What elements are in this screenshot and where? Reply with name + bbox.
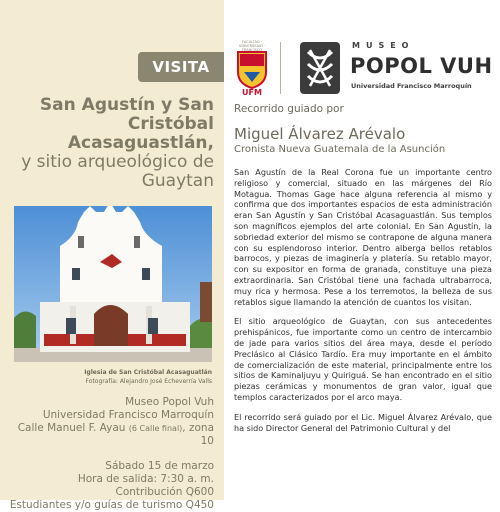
address-main: Calle Manuel F. Ayau xyxy=(17,422,126,434)
contribution: Contribución Q600 xyxy=(115,486,214,498)
subtitle-line-1: y sitio arqueológico de xyxy=(21,152,214,172)
photo-caption xyxy=(14,368,212,386)
visita-tab: VISITA xyxy=(138,52,224,82)
students-price: Estudiantes y/o guías de turismo Q450 xyxy=(9,499,214,511)
church-illustration xyxy=(14,206,212,362)
event-info xyxy=(8,396,214,512)
caption-title: Iglesia de San Cristóbal Acasaguatlán xyxy=(84,369,212,376)
left-panel xyxy=(0,0,224,511)
event-date: Sábado 15 de marzo xyxy=(105,460,214,472)
university-name: Universidad Francisco Marroquín xyxy=(42,409,214,421)
title-line-2: Cristóbal xyxy=(127,114,214,134)
venue-name: Museo Popol Vuh xyxy=(125,396,214,408)
address-note: (6 Calle final) xyxy=(128,424,183,433)
ufm-small-text: FACULTAD · UNIVERSIDAD · FRANCISCO xyxy=(238,40,266,52)
paragraph-guide: El recorrido será guiado por el Lic. Miguel Álvarez Arévalo, que ha sido Director General del Patrimonio Cultural y del xyxy=(234,411,492,433)
event-title xyxy=(8,96,214,191)
logo-divider xyxy=(280,42,281,94)
title-line-1: San Agustín y San xyxy=(39,95,214,115)
ufm-shield-icon xyxy=(234,44,270,90)
museum-university-label: Universidad Francisco Marroquín xyxy=(351,82,472,90)
museo-label: MUSEO xyxy=(352,41,415,50)
caption-credit: Fotografía: Alejandro José Echeverría Valls xyxy=(85,378,212,385)
right-column xyxy=(234,103,492,433)
church-photo xyxy=(14,206,212,362)
popol-vuh-label: POPOL VUH xyxy=(350,54,493,78)
recorrido-label: Recorrido guiado por xyxy=(234,103,344,115)
guide-role: Cronista Nueva Guatemala de la Asunción xyxy=(234,144,446,155)
address-zone: , zona 10 xyxy=(182,422,214,447)
departure-time: Hora de salida: 7:30 a. m. xyxy=(77,473,214,485)
title-line-3: Acasaguastlán, xyxy=(67,133,214,153)
guide-name: Miguel Álvarez Arévalo xyxy=(234,125,406,143)
address xyxy=(8,422,214,448)
ufm-label: UFM xyxy=(242,88,262,97)
logos-header xyxy=(234,36,494,100)
popol-vuh-emblem-icon xyxy=(300,42,340,94)
paragraph-archaeology: El sitio arqueológico de Guaytan, con sus antecedentes prehispánicos, fue importante como un centro de intercambio de jade para varios sitios del área maya, desde el período Preclásico al Clásico Tardío. Era muy importante en el ámbito de comercialización de este material, principalmente entre los sitios de Kaminaljuyu y Quiriguá. Se han encontrado en el sitio piezas cerámicas y monumentos de gran valor, igual que templos caracterizados por el arco maya. xyxy=(234,316,492,402)
paragraph-history: San Agustín de la Real Corona fue un importante centro religioso y comercial, situado en las márgenes del Río Motagua. Thomas Gage hace alguna referencia al mismo y confirma que dos importantes espacios de esta administración eran San Agustín y San Cristóbal Acasaguastlán. Sus templos son magníficos ejemplos del arte colonial. En San Agustín, la sobriedad exterior del mismo se contrapone de alguna manera con su esplendoroso interior. Dentro alberga bellos retablos barrocos, y piezas de imaginería y platería. Su retablo mayor, con su expositor en forma de granada, constituye una pieza extraordinaria. San Cristóbal tiene una fachada ultrabarroca, muy rica y hermosa. Pese a los terremotos, la belleza de sus retablos sigue llamando la atención de cuantos los visitan. xyxy=(234,167,492,307)
subtitle-line-2: Guaytan xyxy=(141,171,214,191)
